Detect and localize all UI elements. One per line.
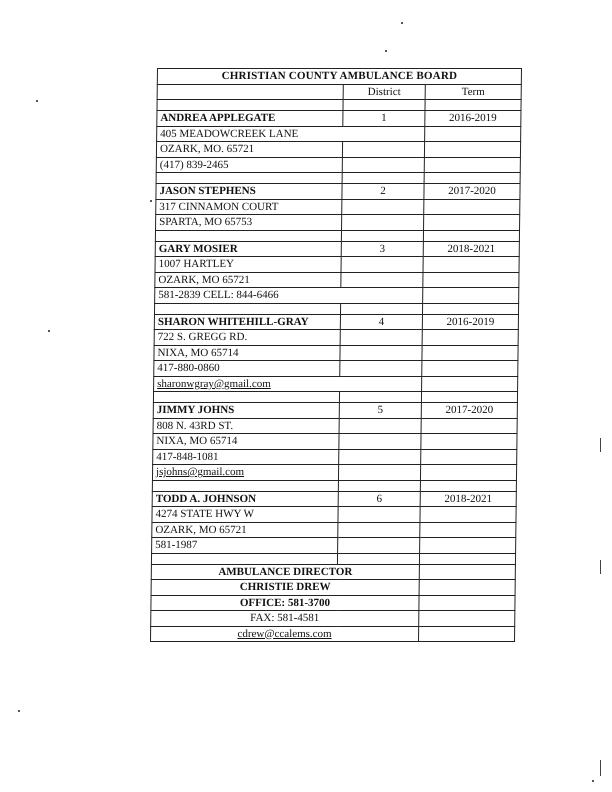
member-phone: 417-848-1081: [153, 449, 339, 465]
member-address-line: 405 MEADOWCREEK LANE: [157, 126, 425, 142]
member-name: JASON STEPHENS: [156, 184, 342, 200]
member-address-row: [156, 199, 520, 215]
scan-speck: [36, 100, 38, 102]
spacer-row: [156, 173, 520, 184]
ambulance-board-roster: [150, 68, 521, 642]
member-address-row: [156, 215, 520, 231]
member-address-line: 317 CINNAMON COURT: [156, 199, 342, 215]
member-term: 2018-2021: [423, 241, 519, 257]
member-name: SHARON WHITEHILL-GRAY: [154, 314, 340, 330]
member-term: 2016-2019: [422, 314, 518, 330]
member-phone-row: [152, 538, 516, 554]
member-address-row: [154, 330, 518, 346]
director-email-row: [150, 626, 514, 642]
member-row: [157, 111, 521, 127]
scan-speck: [401, 22, 403, 24]
member-address-row: [153, 418, 517, 434]
scan-edge-mark: [600, 560, 601, 574]
member-name: TODD A. JOHNSON: [152, 491, 338, 507]
board-title: CHRISTIAN COUNTY AMBULANCE BOARD: [157, 69, 521, 85]
scan-speck: [592, 780, 594, 782]
member-term: 2018-2021: [420, 491, 516, 507]
member-row: [153, 403, 517, 419]
spacer-row: [151, 553, 515, 564]
scan-edge-mark: [600, 760, 601, 776]
scan-speck: [18, 710, 20, 712]
member-email: jsjohns@gmail.com: [152, 465, 338, 481]
member-term: 2016-2019: [425, 111, 521, 127]
member-phone-row: [154, 361, 518, 377]
member-address-line: NIXA, MO 65714: [154, 345, 340, 361]
member-row: [152, 491, 516, 507]
member-district: 5: [339, 403, 421, 419]
member-district: 3: [341, 241, 423, 257]
scan-speck: [385, 50, 387, 52]
name-header-cell: [157, 84, 343, 100]
member-address-line: 1007 HARTLEY: [155, 257, 341, 273]
director-fax: FAX: 581-4581: [151, 611, 419, 627]
member-phone: 581-1987: [152, 538, 338, 554]
title-row: [157, 69, 521, 85]
member-address-row: [153, 434, 517, 450]
spacer-row: [155, 230, 519, 241]
director-office-row: [151, 595, 515, 611]
header-row: [157, 84, 521, 100]
member-address-row: [157, 126, 521, 142]
member-address-row: [155, 272, 519, 288]
spacer-row: [154, 303, 518, 314]
term-header: Term: [425, 84, 521, 100]
spacer-row: [153, 392, 517, 403]
member-address-row: [152, 507, 516, 523]
member-address-line: OZARK, MO 65721: [152, 522, 338, 538]
district-header: District: [343, 84, 425, 100]
member-phone: 581-2839 CELL: 844-6466: [155, 288, 423, 304]
member-address-line: OZARK, MO. 65721: [156, 142, 342, 158]
member-address-line: 808 N. 43RD ST.: [153, 418, 339, 434]
director-heading: AMBULANCE DIRECTOR: [151, 564, 419, 580]
member-address-row: [152, 522, 516, 538]
director-office-phone: OFFICE: 581-3700: [151, 595, 419, 611]
scan-edge-mark: [600, 438, 601, 452]
member-phone-row: [156, 157, 520, 173]
member-address-line: 722 S. GREGG RD.: [154, 330, 340, 346]
member-email-row: [152, 465, 516, 481]
member-address-line: 4274 STATE HWY W: [152, 507, 338, 523]
roster-table: [150, 68, 522, 642]
member-phone-row: [153, 449, 517, 465]
member-email-row: [154, 376, 518, 392]
director-heading-row: [151, 564, 515, 580]
director-email: cdrew@ccalems.com: [150, 626, 418, 642]
member-name: GARY MOSIER: [155, 241, 341, 257]
member-district: 1: [343, 111, 425, 127]
member-address-line: NIXA, MO 65714: [153, 434, 339, 450]
member-row: [154, 314, 518, 330]
member-address-row: [155, 257, 519, 273]
member-term: 2017-2020: [421, 403, 517, 419]
member-term: 2017-2020: [424, 184, 520, 200]
member-name: JIMMY JOHNS: [153, 403, 339, 419]
spacer-row: [152, 480, 516, 491]
member-phone-row: [155, 288, 519, 304]
member-address-line: SPARTA, MO 65753: [156, 215, 342, 231]
member-email: sharonwgray@gmail.com: [154, 376, 422, 392]
member-district: 2: [342, 184, 424, 200]
member-address-line: OZARK, MO 65721: [155, 272, 341, 288]
member-address-row: [156, 142, 520, 158]
member-name: ANDREA APPLEGATE: [157, 111, 343, 127]
member-phone: 417-880-0860: [154, 361, 340, 377]
member-district: 4: [340, 314, 422, 330]
director-name: CHRISTIE DREW: [151, 580, 419, 596]
spacer-row: [157, 100, 521, 111]
director-name-row: [151, 580, 515, 596]
scan-speck: [150, 200, 152, 202]
member-row: [155, 241, 519, 257]
member-district: 6: [338, 491, 420, 507]
director-fax-row: [151, 611, 515, 627]
member-address-row: [154, 345, 518, 361]
scan-speck: [48, 330, 50, 332]
member-row: [156, 184, 520, 200]
member-phone: (417) 839-2465: [156, 157, 342, 173]
